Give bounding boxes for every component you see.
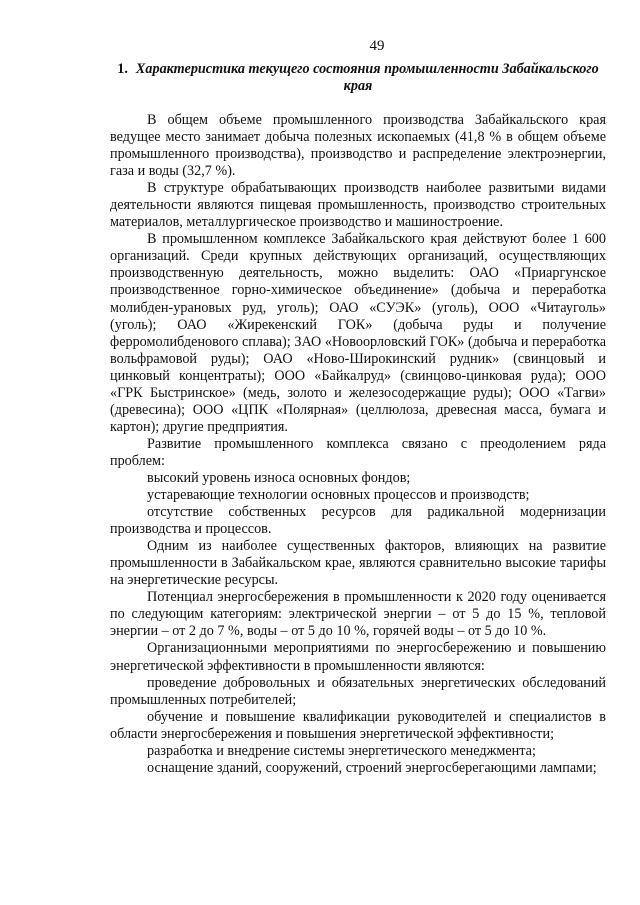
page-number: 49 (369, 38, 385, 54)
paragraph: Одним из наиболее существенных факторов, влияющих на развитие промышленности в Забайкальском крае, являются сравнительно высокие тарифы на энергетические ресурсы. (110, 538, 606, 589)
list-item: устаревающие технологии основных процессов и производств; (147, 487, 530, 504)
list-item: обучение и повышение квалификации руководителей и специалистов в области энергосбережения и повышения энергетической эффективности; (110, 708, 606, 742)
list-item: проведение добровольных и обязательных энергетических обследований промышленных потребителей; (110, 674, 606, 708)
paragraph: Развитие промышленного комплекса связано с преодолением ряда проблем: (110, 435, 606, 469)
list-item: разработка и внедрение системы энергетического менеджмента; (147, 742, 536, 759)
paragraph: Потенциал энергосбережения в промышленности к 2020 году оценивается по следующим категориям: электрической энергии – от 5 до 15 %, тепловой энергии – от 2 до 7 %, воды – от 5 до 10 %, горячей воды – от 5 до 10 %. (110, 589, 606, 640)
section-number: 1. (117, 61, 128, 77)
paragraph: В структуре обрабатывающих производств наиболее развитыми видами деятельности являются пищевая промышленность, производство строительных материалов, металлургическое производство и машиностроение. (110, 180, 606, 231)
document-page (110, 38, 606, 777)
paragraph: В промышленном комплексе Забайкальского края действуют более 1 600 организаций. Среди крупных действующих организаций, осуществляющих производственную деятельность, можно выделить: ОАО «Приаргунское производственное горно-химическое объединение» (добыча и переработка молибден-урановых руд, уголь); ОАО «СУЭК» (уголь), ООО «Читауголь» (уголь); ОАО «Жирекенский ГОК» (добыча руды и получение ферромолибденового сплава); ЗАО «Новоорловский ГОК» (добыча и переработка вольфрамовой руды); ОАО «Ново-Широкинский рудник» (свинцовый и цинковый концентраты); ООО «Байкалруд» (свинцово-цинковая руда); ООО «ГРК Быстринское» (медь, золото и железосодержащие руды); ООО «Тагви» (древесина); ООО «ЦПК «Полярная» (целлюлоза, древесная масса, бумага и картон); другие предприятия. (110, 231, 606, 435)
section-heading (110, 61, 606, 94)
list-item: высокий уровень износа основных фондов; (147, 469, 411, 486)
section-title: Характеристика текущего состояния промышленности Забайкальского края (135, 61, 599, 94)
list-item: оснащение зданий, сооружений, строений энергосберегающими лампами; (147, 759, 597, 776)
paragraph: Организационными мероприятиями по энергосбережению и повышению энергетической эффективности в промышленности являются: (110, 640, 606, 674)
paragraph: В общем объеме промышленного производства Забайкальского края ведущее место занимает добыча полезных ископаемых (41,8 % в общем объеме промышленного производства), производство и распределение электроэнергии, газа и воды (32,7 %). (110, 112, 606, 180)
list-item: отсутствие собственных ресурсов для радикальной модернизации производства и процессов. (110, 504, 606, 538)
